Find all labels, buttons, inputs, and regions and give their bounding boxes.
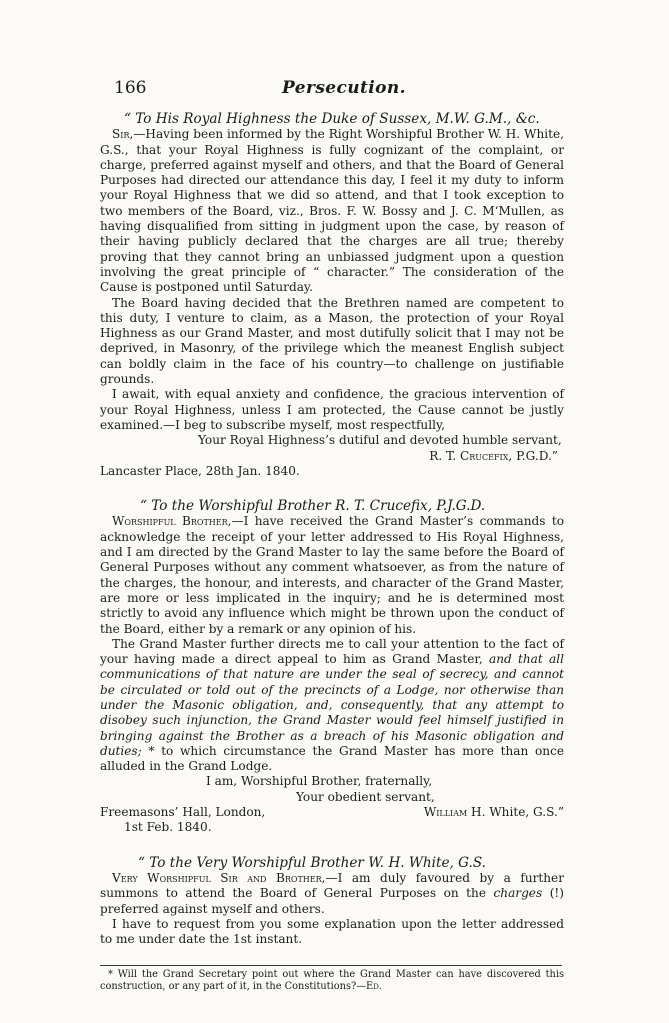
letter2-date: 1st Feb. 1840. [124,820,212,835]
page-number: 166 [114,78,147,98]
letter2-sig-name: William [423,805,468,820]
letter2-p2-start: The Grand Master further directs me to call your attention to the fact of your having made a direct appeal to him as Grand Master, [100,636,564,667]
footnote-editor: Ed. [366,981,382,992]
letter3-p1-end: (!) preferred against myself and others. [100,886,565,916]
letter1-p1-text: —Having been informed by the Right Worshipful Brother W. H. White, G.S., that your Royal Highness is fully cognizant of the complaint, or charge, preferred against myself and others, and that the Board of General Purposes had directed our attendance this day, I feel it my duty to inform your Royal Highness that we did so attend, and that I took exception to two members of the Board, viz., Bros. F. W. Bossy and J. C. M‘Mullen, as having disqualified from sitting in judgment upon the case, by reason of their having publicly declared that the charges are all true; thereby proving that they cannot bring an unbiassed judgment upon a question involving the great principle of “ character.” The consideration of the Cause is postponed until Saturday. [100,127,564,295]
letter2-p2-end: * to which circumstance the Grand Master has more than once alluded in the Grand Lodge. [100,743,564,774]
letter2-heading: “ To the Worshipful Brother R. T. Crucefix, P.J.G.D. [140,498,486,515]
letter2-place: Freemasons’ Hall, London, [100,805,266,820]
letter2-paragraph-2 [100,637,564,775]
letter1-paragraph-1 [100,127,564,295]
letter2-sig-suffix: H. White, G.S.” [467,805,564,820]
letter3-salutation-and: and [237,870,276,885]
letter1-signature [100,449,564,464]
letter1-sig-suffix: , P.G.D.” [508,448,558,463]
letter1-paragraph-2: The Board having decided that the Brethren named are competent to this duty, I venture to claim, as a Mason, the protection of your Royal Highness as our Grand Master, and most dutifully solicit that I may not be deprived, in Masonry, of the privilege which the meanest English subject can boldly claim in the face of his country—to challenge on justifiable grounds. [100,295,564,387]
letter3-p1-italic: charges [493,886,543,901]
letter3-p1-start: —I am duly favoured by a further summons to attend the Board of General Purposes on the [100,870,564,901]
footnote-text: * Will the Grand Secretary point out where the Grand Master can have discovered this construction, or any part of it, in the Constitutions?— [100,969,564,992]
footnote-divider [100,965,562,966]
letter1-place-date: Lancaster Place, 28th Jan. 1840. [100,463,300,478]
letter2-closing-1: I am, Worshipful Brother, fraternally, [206,774,433,789]
letter1-salutation: Sir, [112,127,134,142]
page-body [100,112,564,947]
letter1-closing: Your Royal Highness’s dutiful and devoted humble servant, [198,433,562,448]
letter2-salutation: Worshipful Brother, [112,514,232,529]
letter3-paragraph-2: I have to request from you some explanation upon the letter addressed to me under date the 1st instant. [100,916,564,947]
letter2-p2-italic: and that all communications of that nature are under the seal of secrecy, and cannot be circulated or told out of the precincts of a Lodge, nor otherwise than under the Masonic obligation, and, consequently, that any attempt to disobey such injunction, the Grand Master would feel himself justified in bringing against the Brother as a breach of his Masonic obligation and duties; [100,652,564,758]
letter1-paragraph-3: I await, with equal anxiety and confidence, the gracious intervention of your Royal Highness, unless I am protected, the Cause cannot be justly examined.—I beg to subscribe myself, most respectfully, [100,387,564,432]
letter1-heading: “ To His Royal Highness the Duke of Sussex, M.W. G.M., &c. [124,111,540,127]
letter3-salutation-2: Brother, [275,870,326,885]
letter2-paragraph-1 [100,514,564,636]
footnote [100,969,564,993]
page-header [114,78,574,100]
letter2-closing-2: Your obedient servant, [296,789,435,804]
letter2-signature-row [100,805,564,820]
letter1-sig-prefix: R. T. [429,448,461,463]
letter2-p1-text: —I have received the Grand Master’s commands to acknowledge the receipt of your letter addressed to His Royal Highness, and I am directed by the Grand Master to lay the same before the Board of General Purposes without any comment whatsoever, as from the nature of the charges, the honour, and interests, and character of the Grand Master, are more or less implicated in the inquiry; and he is determined most strictly to avoid any influence which might be thrown upon the conduct of the Board, either by a remark or any opinion of his. [100,514,565,636]
letter3-heading: “ To the Very Worshipful Brother W. H. White, G.S. [138,854,487,871]
letter2-signature [424,805,564,820]
footnote-paragraph [100,969,564,993]
letter1-sig-name: Crucefix [460,448,509,463]
letter3-paragraph-1 [100,871,564,917]
running-head: Persecution. [282,78,406,98]
letter3-salutation-1: Very Worshipful Sir [112,870,238,885]
